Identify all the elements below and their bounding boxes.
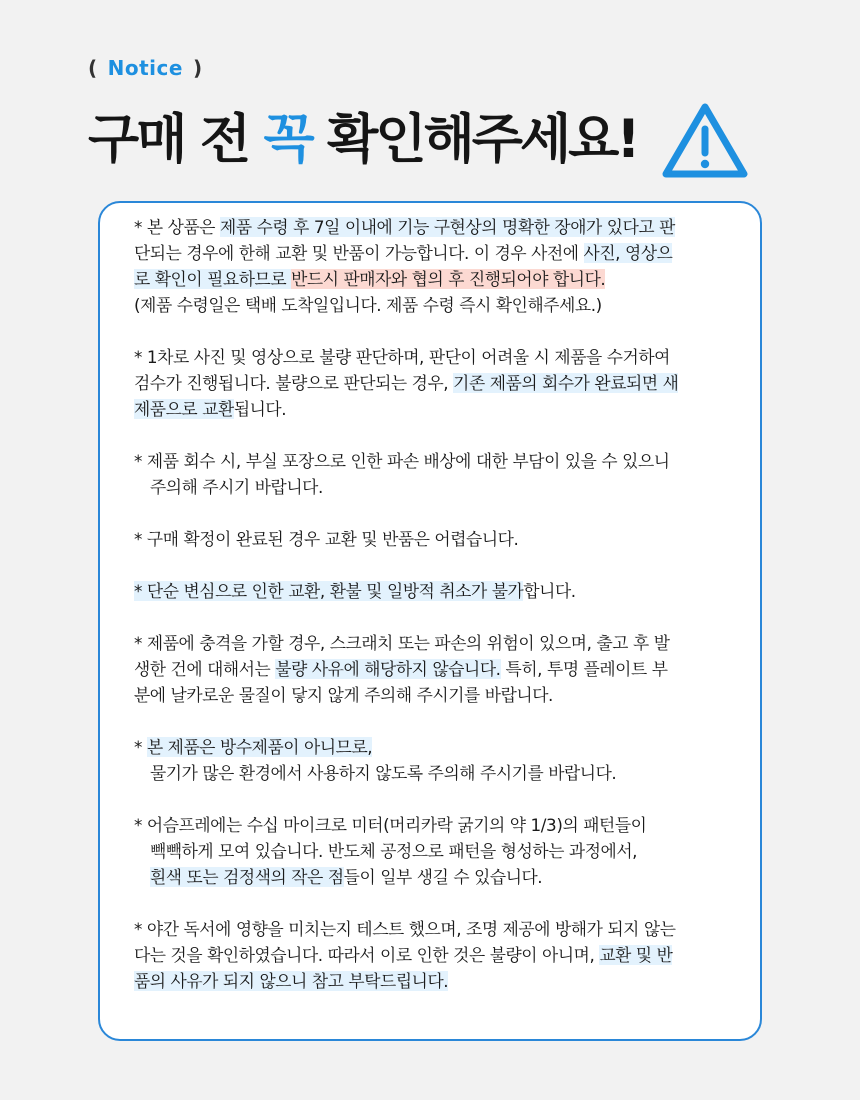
highlight-blue: 교환 및 반 bbox=[599, 945, 673, 965]
notice-paren-close: ) bbox=[192, 56, 203, 80]
highlight-blue: 기존 제품의 회수가 완료되면 새 bbox=[453, 373, 679, 393]
notice-text: * 본 상품은 bbox=[134, 217, 221, 237]
highlight-blue: 불량 사유에 해당하지 않습니다. bbox=[275, 659, 501, 679]
notice-item-micro-pattern bbox=[134, 812, 734, 890]
notice-tag bbox=[88, 56, 203, 80]
notice-text: 분에 날카로운 물질이 닿지 않게 주의해 주시기를 바랍니다. bbox=[134, 685, 553, 705]
notice-item-exchange-conditions bbox=[134, 214, 734, 318]
notice-item-change-of-mind bbox=[134, 578, 734, 604]
notice-text: * 구매 확정이 완료된 경우 교환 및 반품은 어렵습니다. bbox=[134, 529, 519, 549]
notice-text: * 제품에 충격을 가할 경우, 스크래치 또는 파손의 위험이 있으며, 출고 후 발 bbox=[134, 633, 670, 653]
highlight-blue: * 단순 변심으로 인한 교환, 환불 및 일방적 취소가 불가 bbox=[134, 581, 524, 601]
highlight-blue: 사진, 영상으 bbox=[583, 243, 673, 263]
notice-text: 검수가 진행됩니다. 불량으로 판단되는 경우, bbox=[134, 373, 454, 393]
notice-label: Notice bbox=[107, 56, 183, 80]
warning-triangle-icon bbox=[659, 98, 751, 182]
notice-text: 물기가 많은 환경에서 사용하지 않도록 주의해 주시기를 바랍니다. bbox=[150, 763, 617, 783]
notice-text: 단되는 경우에 한해 교환 및 반품이 가능합니다. 이 경우 사전에 bbox=[134, 243, 584, 263]
notice-text: 다는 것을 확인하였습니다. 따라서 이로 인한 것은 불량이 아니며, bbox=[134, 945, 600, 965]
highlight-blue: 제품 수령 후 7일 이내에 기능 구현상의 명확한 장애가 있다고 판 bbox=[220, 217, 675, 237]
notice-text: 특히, 투명 플레이트 부 bbox=[500, 659, 668, 679]
highlight-blue: 제품으로 교환 bbox=[134, 399, 234, 419]
notice-text: 주의해 주시기 바랍니다. bbox=[150, 477, 323, 497]
highlight-blue: 흰색 또는 검정색의 작은 점 bbox=[150, 867, 344, 887]
notice-text: * 제품 회수 시, 부실 포장으로 인한 파손 배상에 대한 부담이 있을 수 있으니 bbox=[134, 451, 670, 471]
notice-text: * 야간 독서에 영향을 미치는지 테스트 했으며, 조명 제공에 방해가 되지 않는 bbox=[134, 919, 676, 939]
notice-text: * 1차로 사진 및 영상으로 불량 판단하며, 판단이 어려울 시 제품을 수거하여 bbox=[134, 347, 670, 367]
highlight-blue: 본 제품은 방수제품이 아니므로, bbox=[146, 737, 373, 757]
notice-text: 됩니다. bbox=[233, 399, 287, 419]
notice-text: * bbox=[134, 737, 147, 757]
notice-item-defect-judgement bbox=[134, 344, 734, 422]
title-before: 구매 전 bbox=[88, 109, 264, 170]
notice-text: 빽빽하게 모여 있습니다. 반도체 공정으로 패턴을 형성하는 과정에서, bbox=[150, 841, 638, 861]
title-accent: 꼭 bbox=[263, 109, 312, 170]
notice-paren-open: ( bbox=[88, 56, 98, 80]
notice-item-impact-damage bbox=[134, 630, 734, 708]
notice-text: 합니다. bbox=[523, 581, 576, 601]
highlight-red: 반드시 판매자와 협의 후 진행되어야 합니다. bbox=[291, 269, 606, 289]
notice-item-not-waterproof bbox=[134, 734, 734, 786]
notice-text: 들이 일부 생길 수 있습니다. bbox=[343, 867, 543, 887]
notice-list bbox=[134, 214, 734, 994]
notice-text: * 어슴프레에는 수십 마이크로 미터(머리카락 굵기의 약 1/3)의 패턴들이 bbox=[134, 815, 647, 835]
notice-item-night-reading bbox=[134, 916, 734, 994]
highlight-blue: 로 확인이 필요하므로 bbox=[134, 269, 292, 289]
page-title bbox=[88, 104, 638, 176]
title-after: 확인해주세요! bbox=[311, 109, 638, 170]
highlight-blue: 품의 사유가 되지 않으니 참고 부탁드립니다. bbox=[134, 971, 449, 991]
notice-item-packaging bbox=[134, 448, 734, 500]
notice-item-purchase-confirmed bbox=[134, 526, 734, 552]
notice-text: 생한 건에 대해서는 bbox=[134, 659, 276, 679]
notice-text: (제품 수령일은 택배 도착일입니다. 제품 수령 즉시 확인해주세요.) bbox=[134, 295, 602, 315]
